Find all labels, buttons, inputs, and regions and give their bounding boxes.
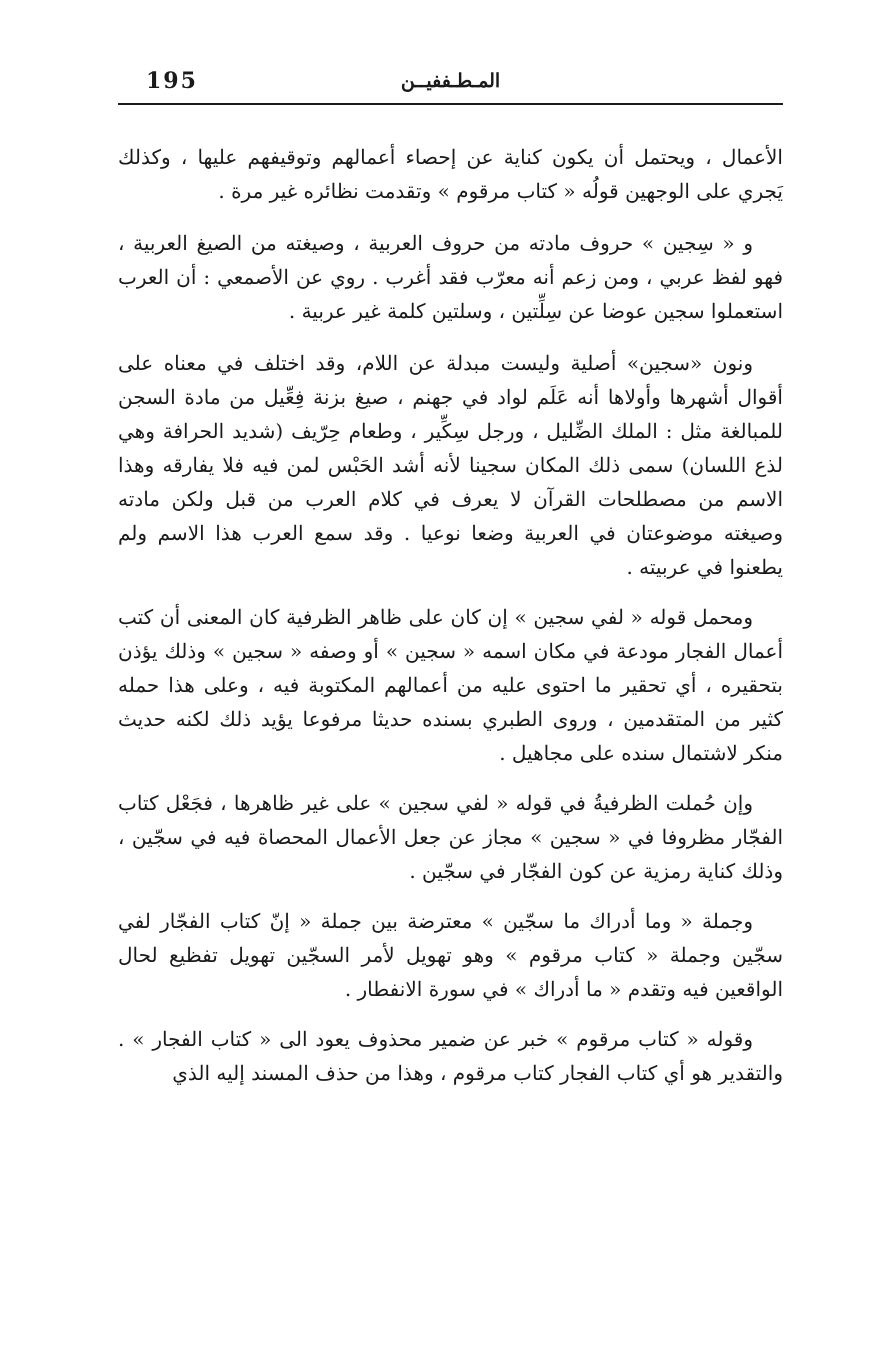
paragraph-4: ومحمل قوله « لفي سجين » إن كان على ظاهر الظرفية كان المعنى أن كتب أعمال الفجار مودعة في مكان اسمه « سجين » أو وصفه « سجين » وذلك يؤذن بتحقيره ، أي تحقير ما احتوى عليه من أعمالهم المكتوبة فيه ، وعلى هذا حمله كثير من المتقدمين ، وروى الطبري بسنده حديثا مرفوعا يؤيد ذلك لكنه حديث منكر لاشتمال سنده على مجاهيل .	[118, 605, 783, 765]
page-number: 195	[146, 68, 198, 94]
page-header	[118, 62, 783, 102]
running-title: المـطـففيــن	[400, 70, 501, 92]
paragraph-5: وإن حُملت الظرفيةُ في قوله « لفي سجين » على غير ظاهرها ، فجَعْل كتاب الفجّار مظروفا في « سجين » مجاز عن جعل الأعمال المحصاة فيه في سجّين ، وذلك كناية رمزية عن كون الفجّار في سجّين .	[118, 791, 783, 883]
paragraph-3: ونون «سجين» أصلية وليست مبدلة عن اللام، وقد اختلف في معناه على أقوال أشهرها وأولاها أنه عَلَم لواد في جهنم ، صيغ بزنة فِعِّيل من مادة السجن للمبالغة مثل : الملك الضِّليل ، ورجل سِكِّير ، وطعام حِرّيف (شديد الحرافة وهي لذع اللسان) سمى ذلك المكان سجينا لأنه أشد الحَبْس لمن فيه فلا يفارقه وهذا الاسم من مصطلحات القرآن لا يعرف في كلام العرب من قبل ولكن مادته وصيغته موضوعتان في العربية وضعا نوعيا . وقد سمع العرب هذا الاسم ولم يطعنوا في عربيته .	[118, 351, 783, 579]
paragraph-6: وجملة « وما أدراك ما سجّين » معترضة بين جملة « إنّ كتاب الفجّار لفي سجّين وجملة « كتاب مرقوم » وهو تهويل لأمر السجّين تهويل تفظيع لحال الواقعين فيه وتقدم « ما أدراك » في سورة الانفطار .	[118, 909, 783, 1001]
paragraph-7: وقوله « كتاب مرقوم » خبر عن ضمير محذوف يعود الى « كتاب الفجار » . والتقدير هو أي كتاب الفجار كتاب مرقوم ، وهذا من حذف المسند إليه الذي	[118, 1027, 783, 1085]
paragraph-1: الأعمال ، ويحتمل أن يكون كناية عن إحصاء أعمالهم وتوقيفهم عليها ، وكذلك يَجري على الوجهين قولُه « كتاب مرقوم » وتقدمت نظائره غير مرة .	[118, 145, 783, 203]
paragraph-2: و « سِجين » حروف مادته من حروف العربية ، وصيغته من الصيغ العربية ، فهو لفظ عربي ، ومن زعم أنه معرّب فقد أغرب . روي عن الأصمعي : أن العرب استعملوا سجين عوضا عن سِلِّتين ، وسلتين كلمة غير عربية .	[118, 231, 783, 323]
body-text	[118, 140, 783, 1106]
header-rule	[118, 103, 783, 105]
